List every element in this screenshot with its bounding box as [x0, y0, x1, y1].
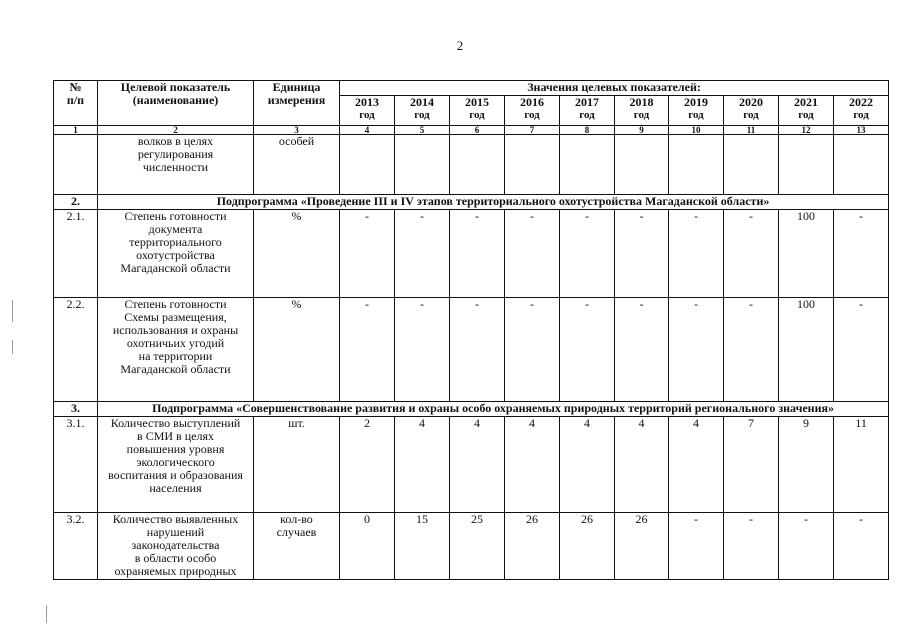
value-cell-2020	[724, 135, 779, 195]
table-row	[54, 210, 889, 298]
value-cell-2016: -	[505, 298, 560, 402]
indicator-name-line: в СМИ в целях	[137, 429, 214, 443]
row-number: 2.2.	[54, 298, 98, 402]
value-cell-2022: -	[834, 210, 889, 298]
indicator-name-line: регулирования	[137, 147, 214, 161]
column-number: 13	[834, 126, 889, 135]
value-cell-2017	[560, 135, 615, 195]
column-number: 10	[669, 126, 724, 135]
value-cell-2020: -	[724, 513, 779, 580]
column-number: 2	[98, 126, 254, 135]
unit-of-measure	[254, 298, 340, 402]
indicator-name-line: Магаданской области	[120, 261, 231, 275]
value-cell-2015: -	[450, 210, 505, 298]
year-word: год	[579, 109, 595, 121]
indicator-name-line: охраняемых природных	[114, 564, 237, 578]
column-number: 6	[450, 126, 505, 135]
column-number: 1	[54, 126, 98, 135]
indicator-name	[98, 298, 254, 402]
year-header-2019	[669, 96, 724, 126]
value-cell-2020: -	[724, 210, 779, 298]
table-row	[54, 135, 889, 195]
value-cell-2022: 11	[834, 417, 889, 513]
value-cell-2018: 26	[615, 513, 669, 580]
year-value: 2020	[739, 95, 763, 109]
header-values: Значения целевых показателей:	[340, 81, 889, 96]
year-header-2021	[779, 96, 834, 126]
year-value: 2013	[355, 95, 379, 109]
value-cell-2013: 2	[340, 417, 395, 513]
value-cell-2015	[450, 135, 505, 195]
value-cell-2019: -	[669, 210, 724, 298]
value-cell-2022: -	[834, 298, 889, 402]
unit-line: случаев	[276, 525, 317, 539]
value-cell-2021	[779, 135, 834, 195]
year-value: 2021	[794, 95, 818, 109]
year-word: год	[359, 109, 375, 121]
header-indicator: Целевой показатель (наименование)	[98, 81, 254, 126]
unit-of-measure	[254, 417, 340, 513]
value-cell-2019: -	[669, 513, 724, 580]
year-word: год	[853, 109, 869, 121]
value-cell-2018	[615, 135, 669, 195]
year-word: год	[633, 109, 650, 121]
indicator-name-line: населения	[149, 481, 202, 495]
year-header-2013	[340, 96, 395, 126]
indicator-name-line: Магаданской области	[120, 362, 231, 376]
indicator-name-line: законодательства	[131, 538, 220, 552]
year-header-2020	[724, 96, 779, 126]
year-word: год	[524, 109, 540, 121]
indicator-name-line: документа	[148, 222, 203, 236]
year-value: 2019	[684, 95, 708, 109]
indicator-name-line: Количество выявленных	[112, 512, 239, 526]
year-header-2017	[560, 96, 615, 126]
value-cell-2015: 4	[450, 417, 505, 513]
indicator-name-line: охотустройства	[136, 248, 215, 262]
value-cell-2017: -	[560, 298, 615, 402]
value-cell-2014: 15	[395, 513, 450, 580]
value-cell-2021: 100	[779, 210, 834, 298]
section-title: Подпрограмма «Проведение III и IV этапов территориального охотустройства Магаданской области»	[98, 195, 889, 210]
value-cell-2021: 100	[779, 298, 834, 402]
column-number: 8	[560, 126, 615, 135]
unit-of-measure	[254, 513, 340, 580]
value-cell-2021: -	[779, 513, 834, 580]
year-value: 2017	[575, 95, 599, 109]
indicator-name-line: экологического	[136, 455, 215, 469]
year-header-2015	[450, 96, 505, 126]
table-row	[54, 298, 889, 402]
section-number: 2.	[54, 195, 98, 210]
value-cell-2017: 4	[560, 417, 615, 513]
indicator-name	[98, 135, 254, 195]
value-cell-2014: -	[395, 210, 450, 298]
table-row	[54, 513, 889, 580]
year-value: 2016	[520, 95, 544, 109]
value-cell-2018: 4	[615, 417, 669, 513]
unit-line: кол-во	[280, 512, 313, 526]
value-cell-2019: 4	[669, 417, 724, 513]
indicator-name-line: использования и охраны	[112, 323, 239, 337]
unit-line: шт.	[288, 416, 305, 430]
value-cell-2020: -	[724, 298, 779, 402]
row-number	[54, 135, 98, 195]
column-number: 11	[724, 126, 779, 135]
column-number: 7	[505, 126, 560, 135]
indicator-name-line: повышения уровня	[126, 442, 225, 456]
row-number: 3.2.	[54, 513, 98, 580]
header-unit: Единица измерения	[254, 81, 340, 126]
year-word: год	[798, 109, 814, 121]
year-word: год	[469, 109, 485, 121]
indicator-name-line: Степень готовности	[124, 297, 227, 311]
page-number: 2	[456, 38, 464, 53]
year-word: год	[743, 109, 759, 121]
indicator-name-line: воспитания и образования	[108, 468, 243, 482]
value-cell-2017: 26	[560, 513, 615, 580]
year-value: 2018	[629, 95, 654, 109]
value-cell-2014	[395, 135, 450, 195]
indicator-name-line: Степень готовности	[124, 209, 227, 223]
value-cell-2013: -	[340, 210, 395, 298]
value-cell-2021: 9	[779, 417, 834, 513]
value-cell-2015: -	[450, 298, 505, 402]
value-cell-2016: -	[505, 210, 560, 298]
header-number: № п/п	[54, 81, 98, 126]
year-value: 2015	[465, 95, 489, 109]
value-cell-2017: -	[560, 210, 615, 298]
scan-mark	[46, 605, 47, 623]
value-cell-2016: 4	[505, 417, 560, 513]
indicator-name	[98, 417, 254, 513]
year-header-2016	[505, 96, 560, 126]
column-number: 12	[779, 126, 834, 135]
column-number: 3	[254, 126, 340, 135]
value-cell-2013: -	[340, 298, 395, 402]
indicator-name-line: нарушений	[146, 525, 205, 539]
year-value: 2022	[849, 95, 874, 109]
value-cell-2016: 26	[505, 513, 560, 580]
value-cell-2014: 4	[395, 417, 450, 513]
indicator-name-line: на территории	[138, 349, 213, 363]
column-number: 5	[395, 126, 450, 135]
value-cell-2022: -	[834, 513, 889, 580]
indicator-name-line: Количество выступлений	[110, 416, 241, 430]
indicator-name-line: в области особо	[134, 551, 217, 565]
indicators-table	[53, 80, 889, 580]
value-cell-2016	[505, 135, 560, 195]
indicator-name-line: охотничьих угодий	[126, 336, 225, 350]
scan-mark	[12, 300, 13, 322]
value-cell-2018: -	[615, 298, 669, 402]
row-number: 2.1.	[54, 210, 98, 298]
value-cell-2022	[834, 135, 889, 195]
unit-line: %	[291, 297, 302, 311]
indicator-name	[98, 513, 254, 580]
year-header-2018	[615, 96, 669, 126]
scan-mark	[12, 340, 13, 354]
value-cell-2015: 25	[450, 513, 505, 580]
year-word: год	[688, 109, 704, 121]
year-header-2014	[395, 96, 450, 126]
indicator-name-line: территориального	[129, 235, 222, 249]
section-row	[54, 402, 889, 417]
indicator-name	[98, 210, 254, 298]
year-word: год	[414, 109, 430, 121]
indicator-name-line: волков в целях	[137, 134, 214, 148]
section-number: 3.	[54, 402, 98, 417]
value-cell-2020: 7	[724, 417, 779, 513]
section-row	[54, 195, 889, 210]
indicator-name-line: Схемы размещения,	[124, 310, 227, 324]
value-cell-2013	[340, 135, 395, 195]
year-header-2022	[834, 96, 889, 126]
value-cell-2019: -	[669, 298, 724, 402]
column-number: 9	[615, 126, 669, 135]
section-title: Подпрограмма «Совершенствование развития и охраны особо охраняемых природных территорий регионального значения»	[98, 402, 889, 417]
row-number: 3.1.	[54, 417, 98, 513]
year-value: 2014	[410, 95, 434, 109]
unit-of-measure	[254, 210, 340, 298]
unit-of-measure	[254, 135, 340, 195]
value-cell-2018: -	[615, 210, 669, 298]
indicator-name-line: численности	[142, 160, 209, 174]
unit-line: %	[291, 209, 302, 223]
value-cell-2013: 0	[340, 513, 395, 580]
value-cell-2019	[669, 135, 724, 195]
value-cell-2014: -	[395, 298, 450, 402]
unit-line: особей	[278, 134, 315, 148]
table-row	[54, 417, 889, 513]
column-number: 4	[340, 126, 395, 135]
